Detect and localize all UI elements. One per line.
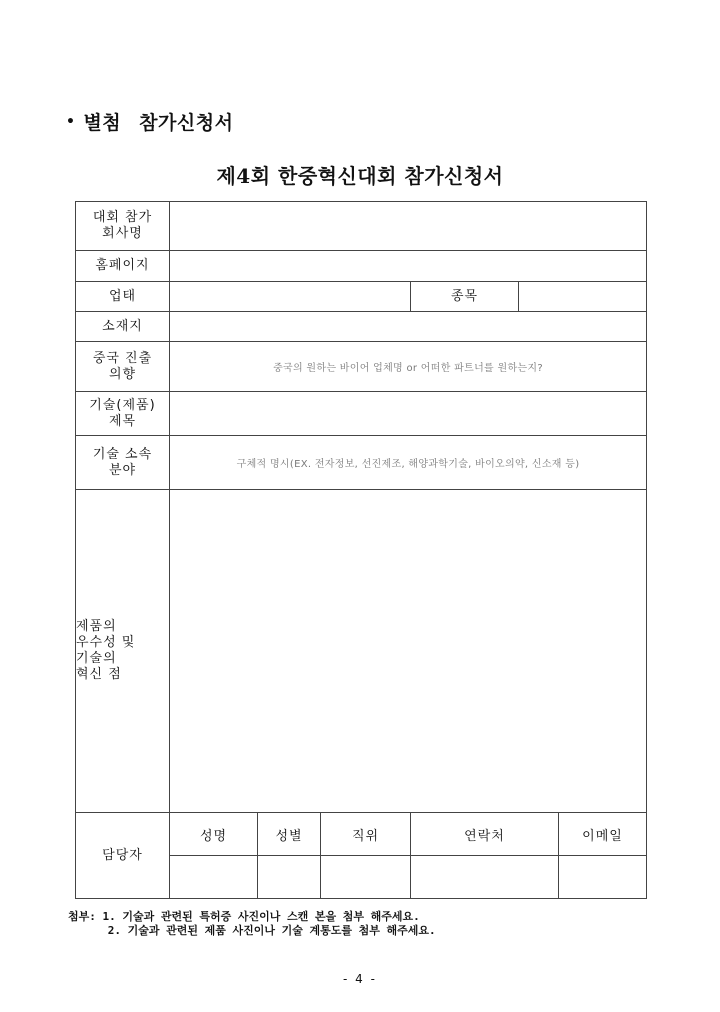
attachment-notes [68, 910, 436, 938]
innovation-label: 제품의 우수성 및 기술의 혁신 점 [76, 490, 170, 813]
company-label: 대회 참가 회사명 [76, 202, 170, 251]
homepage-field[interactable] [170, 251, 647, 282]
contact-header-position: 직위 [321, 813, 411, 856]
company-row [76, 202, 647, 251]
industry-row [76, 282, 647, 312]
attachment-heading [66, 108, 233, 135]
tech-field-row [76, 436, 647, 490]
contact-header-gender: 성별 [258, 813, 321, 856]
tech-title-row [76, 392, 647, 436]
tech-title-label: 기술(제품) 제목 [76, 392, 170, 436]
contact-header-name: 성명 [170, 813, 258, 856]
industry-label: 업태 [76, 282, 170, 312]
tech-field-field[interactable]: 구체적 명시(EX. 전자정보, 선진제조, 해양과학기술, 바이오의약, 신소재 등) [170, 436, 647, 490]
china-intent-row [76, 342, 647, 392]
contact-header-row [76, 813, 647, 856]
location-row [76, 312, 647, 342]
innovation-row [76, 490, 647, 813]
location-field[interactable] [170, 312, 647, 342]
item-label: 종목 [411, 282, 519, 312]
attachment-note-2: 2. 기술과 관련된 제품 사진이나 기술 계통도를 첨부 해주세요. [68, 924, 436, 937]
china-intent-label: 중국 진출 의향 [76, 342, 170, 392]
tech-title-field[interactable] [170, 392, 647, 436]
innovation-field[interactable] [170, 490, 647, 813]
attachment-title: 참가신청서 [139, 112, 234, 134]
bullet-icon: • [66, 113, 76, 130]
contact-header-phone: 연락처 [411, 813, 559, 856]
china-intent-field[interactable]: 중국의 원하는 바이어 업체명 or 어떠한 파트너를 원하는지? [170, 342, 647, 392]
application-form-table [75, 201, 647, 899]
form-title: 제4회 한중혁신대회 참가신청서 [216, 164, 504, 188]
item-field[interactable] [519, 282, 647, 312]
company-field[interactable] [170, 202, 647, 251]
homepage-label: 홈페이지 [76, 251, 170, 282]
contact-gender-field[interactable] [258, 856, 321, 899]
attachment-tag: 별첨 [83, 112, 122, 134]
contact-label: 담당자 [76, 813, 170, 899]
homepage-row [76, 251, 647, 282]
tech-field-label: 기술 소속 분야 [76, 436, 170, 490]
contact-position-field[interactable] [321, 856, 411, 899]
contact-name-field[interactable] [170, 856, 258, 899]
industry-field[interactable] [170, 282, 411, 312]
location-label: 소재지 [76, 312, 170, 342]
page-number: - 4 - [343, 972, 377, 986]
contact-header-email: 이메일 [559, 813, 647, 856]
contact-email-field[interactable] [559, 856, 647, 899]
attachment-note-1: 첨부: 1. 기술과 관련된 특허증 사진이나 스캔 본을 첨부 해주세요. [68, 910, 420, 923]
contact-phone-field[interactable] [411, 856, 559, 899]
